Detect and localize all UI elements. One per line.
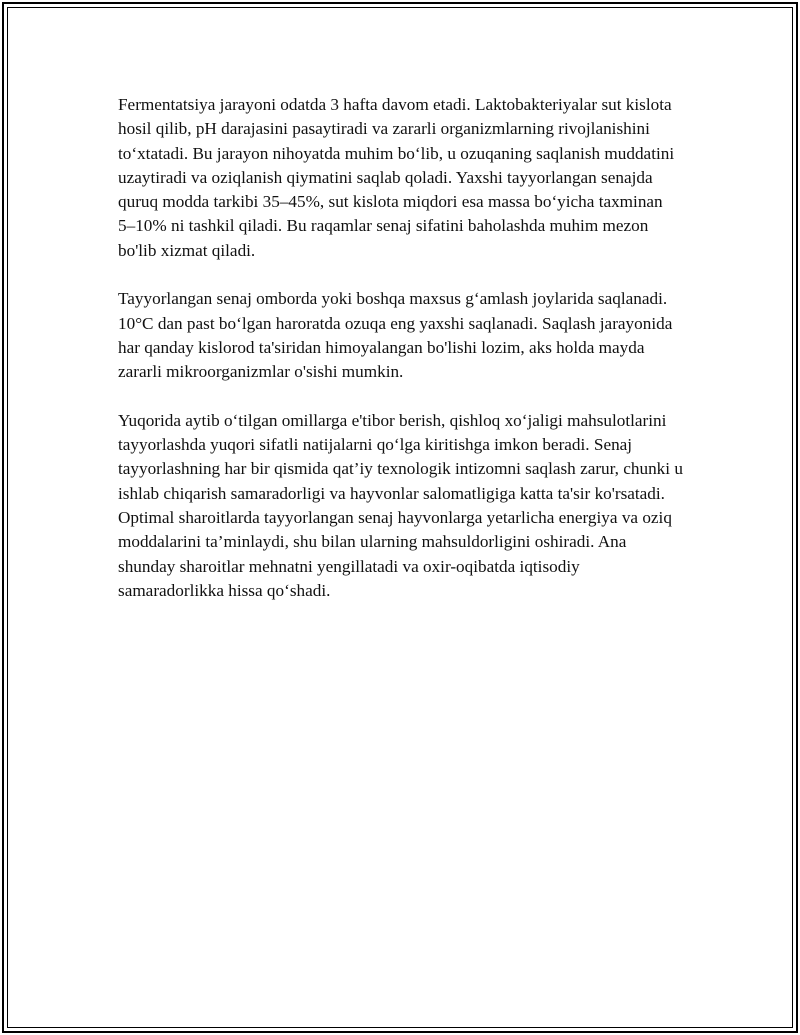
paragraph-storage: Tayyorlangan senaj omborda yoki boshqa maxsus g‘amlash joylarida saqlanadi. 10°C dan past bo‘lgan haroratda ozuqa eng yaxshi saqlanadi. Saqlash jarayonida har qanday kislorod ta'siridan himoyalangan bo'lishi lozim, aks holda mayda zararli mikroorganizmlar o'sishi mumkin. [118, 289, 673, 382]
document-body [118, 93, 684, 628]
paragraph-fermentation: Fermentatsiya jarayoni odatda 3 hafta davom etadi. Laktobakteriyalar sut kislota hosil qilib, pH darajasini pasaytiradi va zararli organizmlarning rivojlanishini to‘xtatadi. Bu jarayon nihoyatda muhim bo‘lib, u ozuqaning saqlanish muddatini uzaytiradi va oziqlanish qiymatini saqlab qoladi. Yaxshi tayyorlangan senajda quruq modda tarkibi 35–45%, sut kislota miqdori esa massa bo‘yicha taxminan 5–10% ni tashkil qiladi. Bu raqamlar senaj sifatini baholashda muhim mezon bo'lib xizmat qiladi. [118, 95, 675, 260]
paragraph-conclusion: Yuqorida aytib o‘tilgan omillarga e'tibor berish, qishloq xo‘jaligi mahsulotlarini tayyorlashda yuqori sifatli natijalarni qo‘lga kiritishga imkon beradi. Senaj tayyorlashning har bir qismida qat’iy texnologik intizomni saqlash zarur, chunki u ishlab chiqarish samaradorligi va hayvonlar salomatligiga katta ta'sir ko'rsatadi. Optimal sharoitlarda tayyorlangan senaj hayvonlarga yetarlicha energiya va oziq moddalarini ta’minlaydi, shu bilan ularning mahsuldorligini oshiradi. Ana shunday sharoitlar mehnatni yengillatadi va oxir-oqibatda iqtisodiy samaradorlikka hissa qo‘shadi. [118, 410, 683, 600]
